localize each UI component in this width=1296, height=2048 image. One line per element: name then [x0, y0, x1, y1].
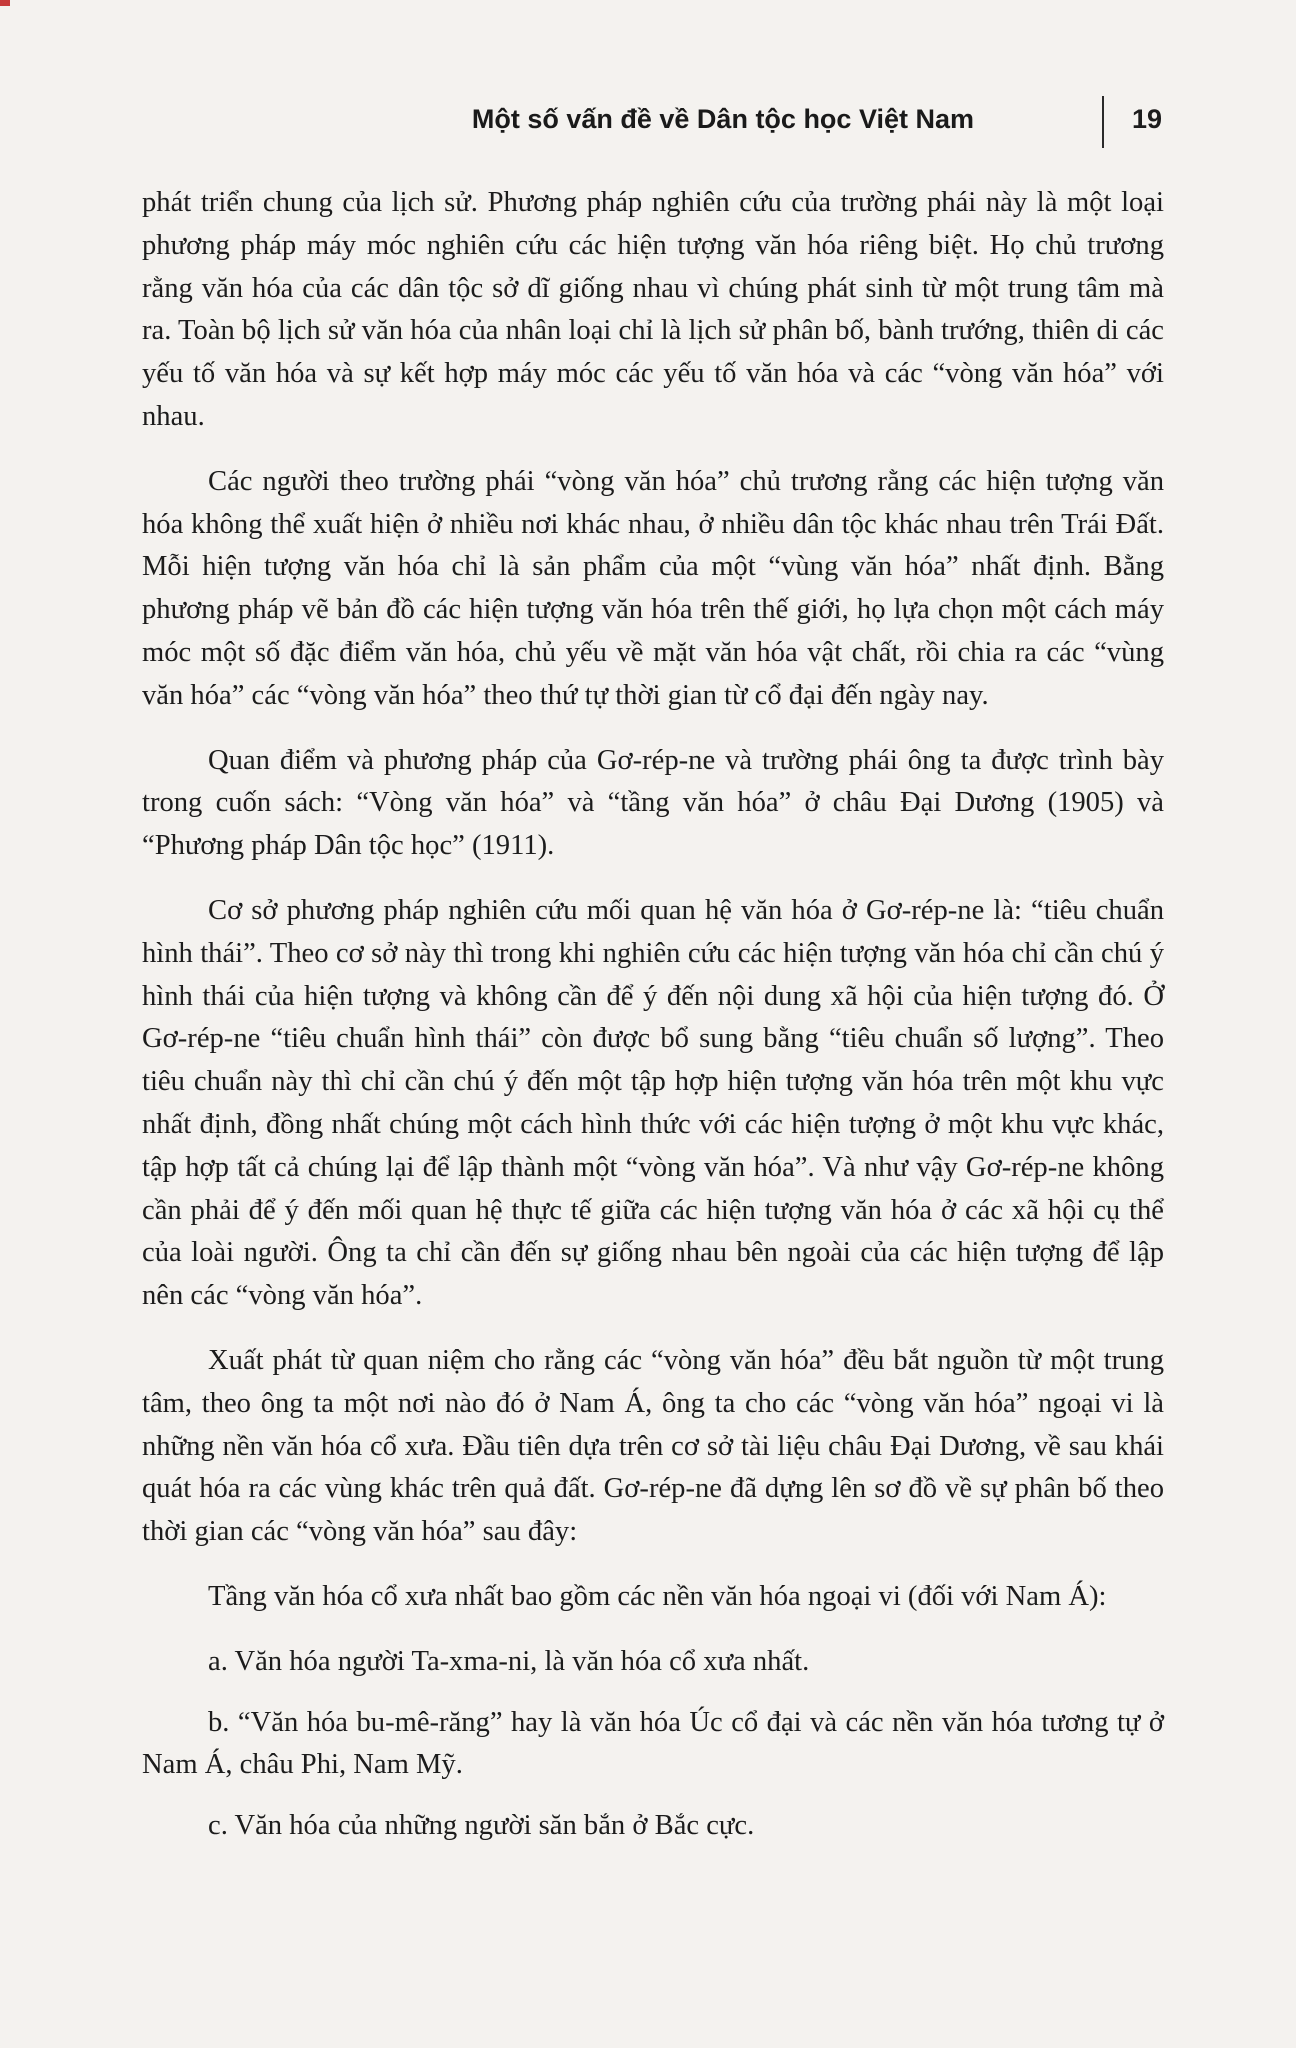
paragraph: Tầng văn hóa cổ xưa nhất bao gồm các nền văn hóa ngoại vi (đối với Nam Á): [208, 1580, 1107, 1612]
list-item: c. Văn hóa của những người săn bắn ở Bắc cực. [208, 1810, 755, 1842]
page-edge-mark [0, 0, 10, 6]
paragraph: Cơ sở phương pháp nghiên cứu mối quan hệ văn hóa ở Gơ-rép-ne là: “tiêu chuẩn hình thái”. Theo cơ sở này thì trong khi nghiên cứu các hiện tượng văn hóa chỉ cần chú ý hình thái của hiện tượng và không cần để ý đến nội dung xã hội của hiện tượng đó. Ở Gơ-rép-ne “tiêu chuẩn hình thái” còn được bổ sung bằng “tiêu chuẩn số lượng”. Theo tiêu chuẩn này thì chỉ cần chú ý đến một tập hợp hiện tượng văn hóa trên một khu vực nhất định, đồng nhất chúng một cách hình thức với các hiện tượng ở một khu vực khác, tập hợp tất cả chúng lại để lập thành một “vòng văn hóa”. Và như vậy Gơ-rép-ne không cần phải để ý đến mối quan hệ thực tế giữa các hiện tượng văn hóa ở các xã hội cụ thể của loài người. Ông ta chỉ cần đến sự giống nhau bên ngoài của các hiện tượng để lập nên các “vòng văn hóa”. [142, 894, 1164, 1312]
list-item: b. “Văn hóa bu-mê-răng” hay là văn hóa Úc cổ đại và các nền văn hóa tương tự ở Nam Á, châu Phi, Nam Mỹ. [142, 1706, 1164, 1781]
page-body [142, 182, 1164, 1866]
list-item: a. Văn hóa người Ta-xma-ni, là văn hóa cổ xưa nhất. [208, 1645, 810, 1677]
paragraph-continuation: phát triển chung của lịch sử. Phương pháp nghiên cứu của trường phái này là một loại phương pháp máy móc nghiên cứu các hiện tượng văn hóa riêng biệt. Họ chủ trương rằng văn hóa của các dân tộc sở dĩ giống nhau vì chúng phát sinh từ một trung tâm mà ra. Toàn bộ lịch sử văn hóa của nhân loại chỉ là lịch sử phân bố, bành trướng, thiên di các yếu tố văn hóa và sự kết hợp máy móc các yếu tố văn hóa và các “vòng văn hóa” với nhau. [142, 187, 1164, 432]
page-header [471, 96, 1163, 148]
header-divider [1102, 96, 1104, 148]
paragraph: Quan điểm và phương pháp của Gơ-rép-ne và trường phái ông ta được trình bày trong cuốn sách: “Vòng văn hóa” và “tầng văn hóa” ở châu Đại Dương (1905) và “Phương pháp Dân tộc học” (1911). [142, 744, 1164, 862]
paragraph: Các người theo trường phái “vòng văn hóa” chủ trương rằng các hiện tượng văn hóa không thể xuất hiện ở nhiều nơi khác nhau, ở nhiều dân tộc khác nhau trên Trái Đất. Mỗi hiện tượng văn hóa chỉ là sản phẩm của một “vùng văn hóa” nhất định. Bằng phương pháp vẽ bản đồ các hiện tượng văn hóa trên thế giới, họ lựa chọn một cách máy móc một số đặc điểm văn hóa, chủ yếu về mặt văn hóa vật chất, rồi chia ra các “vùng văn hóa” các “vòng văn hóa” theo thứ tự thời gian từ cổ đại đến ngày nay. [142, 465, 1164, 711]
page-number: 19 [1132, 104, 1163, 134]
running-title: Một số vấn đề về Dân tộc học Việt Nam [471, 104, 974, 134]
paragraph: Xuất phát từ quan niệm cho rằng các “vòng văn hóa” đều bắt nguồn từ một trung tâm, theo ông ta một nơi nào đó ở Nam Á, ông ta cho các “vòng văn hóa” ngoại vi là những nền văn hóa cổ xưa. Đầu tiên dựa trên cơ sở tài liệu châu Đại Dương, về sau khái quát hóa ra các vùng khác trên quả đất. Gơ-rép-ne đã dựng lên sơ đồ về sự phân bố theo thời gian các “vòng văn hóa” sau đây: [142, 1344, 1164, 1548]
